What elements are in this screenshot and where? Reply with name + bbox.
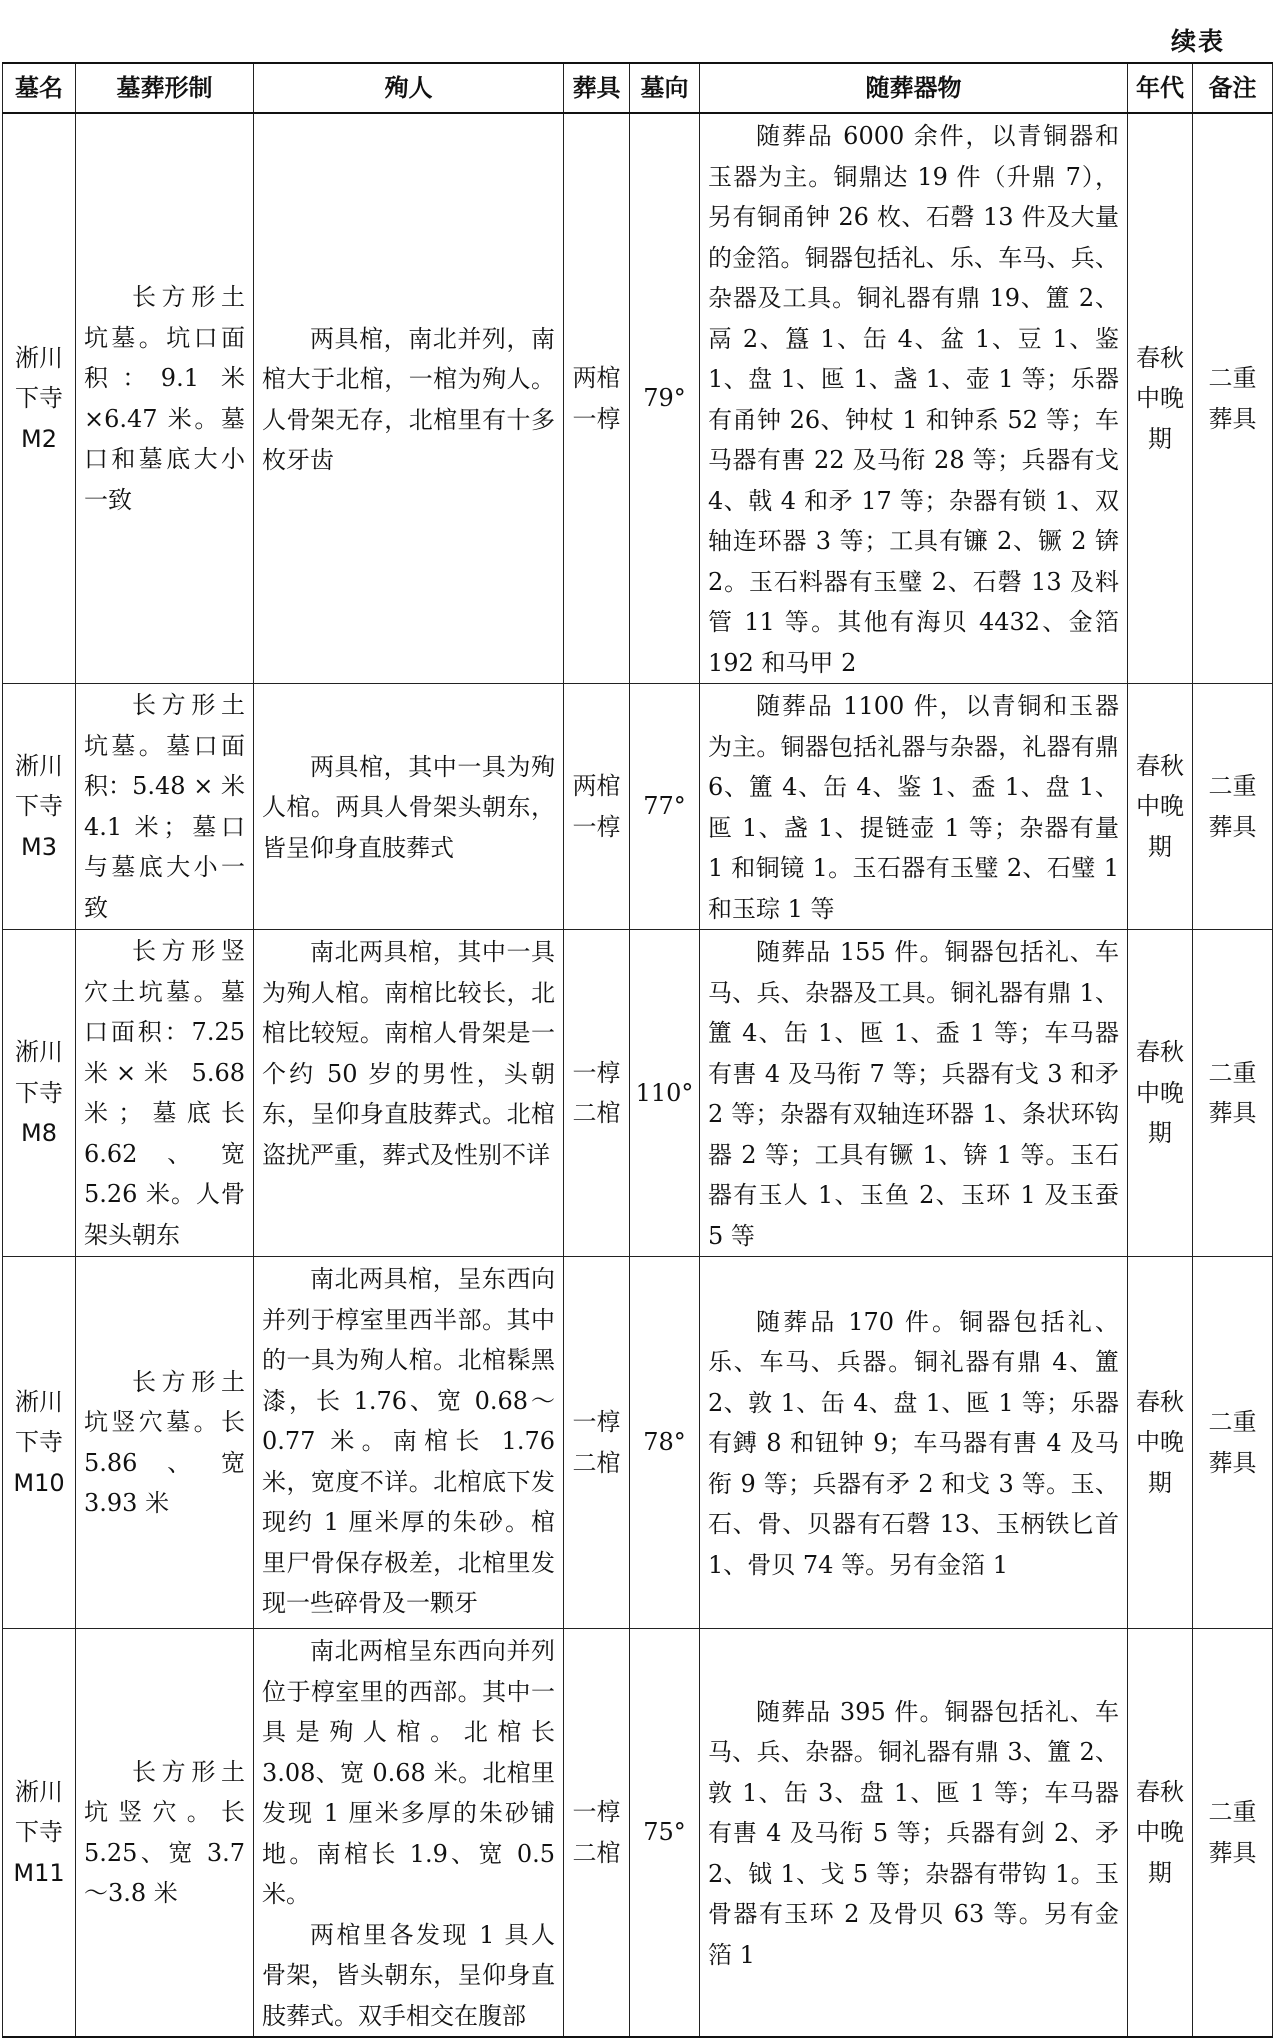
header-tomb-form: 墓葬形制 xyxy=(76,63,254,113)
grave-goods-cell: 随葬品 6000 余件，以青铜器和玉器为主。铜鼎达 19 件（升鼎 7），另有铜甬钟 26 枚、石磬 13 件及大量的金箔。铜器包括礼、乐、车马、兵、杂器及工具。铜礼器有鼎 19、簠 2、鬲 2、簋 1、缶 4、盆 1、豆 1、鉴 1、盘 1、匜 1、盏 1、壶 1 等；乐器有甬钟 26、钟杖 1 和钟系 52 等；车马器有軎 22 及马衔 28 等；兵器有戈 4、戟 4 和矛 17 等；杂器有锁 1、双轴连环器 3 等；工具有镰 2、镢 2 锛 2。玉石料器有玉璧 2、石磬 13 及料管 11 等。其他有海贝 4432、金箔 192 和马甲 2 xyxy=(700,113,1128,684)
header-tomb-direction: 墓向 xyxy=(630,63,700,113)
grave-goods-cell: 随葬品 170 件。铜器包括礼、乐、车马、兵器。铜礼器有鼎 4、簠 2、敦 1、缶 4、盘 1、匜 1 等；乐器有鎛 8 和钮钟 9；车马器有軎 4 及马衔 9 等；兵器有矛 2 和戈 3 等。玉、石、骨、贝器有石磬 13、玉柄铁匕首 1、骨贝 74 等。另有金箔 1 xyxy=(700,1257,1128,1629)
remarks-cell: 二重 葬具 xyxy=(1193,1257,1273,1629)
direction-cell: 79° xyxy=(630,113,700,684)
direction-cell: 78° xyxy=(630,1257,700,1629)
grave-goods-cell: 随葬品 395 件。铜器包括礼、车马、兵、杂器。铜礼器有鼎 3、簠 2、敦 1、缶 3、盘 1、匜 1 等；车马器有軎 4 及马衔 5 等；兵器有剑 2、矛 2、钺 1、戈 5 等；杂器有带钩 1。玉骨器有玉环 2 及骨贝 63 等。另有金箔 1 xyxy=(700,1629,1128,2038)
table-row xyxy=(3,113,1273,684)
victims-cell: 两具棺，南北并列，南棺大于北棺，一棺为殉人。人骨架无存，北棺里有十多枚牙齿 xyxy=(254,113,564,684)
tomb-name-cell: 淅川 下寺 M10 xyxy=(3,1257,76,1629)
victims-cell: 两具棺，其中一具为殉人棺。两具人骨架头朝东，皆呈仰身直肢葬式 xyxy=(254,684,564,930)
header-row xyxy=(3,63,1273,113)
direction-cell: 77° xyxy=(630,684,700,930)
tomb-form-cell: 长方形竖穴土坑墓。墓口面积：7.25 米×米 5.68 米；墓底长 6.62、宽 5.26 米。人骨架头朝东 xyxy=(76,930,254,1257)
coffin-cell: 一椁 二棺 xyxy=(564,1257,630,1629)
header-tomb-name: 墓名 xyxy=(3,63,76,113)
header-grave-goods: 随葬器物 xyxy=(700,63,1128,113)
tomb-form-cell: 长方形土坑墓。坑口面积：9.1 米×6.47 米。墓口和墓底大小一致 xyxy=(76,113,254,684)
direction-cell: 75° xyxy=(630,1629,700,2038)
grave-goods-cell: 随葬品 155 件。铜器包括礼、车马、兵、杂器及工具。铜礼器有鼎 1、簠 4、缶 1、匜 1、盉 1 等；车马器有軎 4 及马衔 7 等；兵器有戈 3 和矛 2 等；杂器有双轴连环器 1、条状环钩器 2 等；工具有镢 1、锛 1 等。玉石器有玉人 1、玉鱼 2、玉环 1 及玉蚕 5 等 xyxy=(700,930,1128,1257)
remarks-cell: 二重 葬具 xyxy=(1193,684,1273,930)
table-row xyxy=(3,930,1273,1257)
header-victims: 殉人 xyxy=(254,63,564,113)
tomb-name-cell: 淅川 下寺 M3 xyxy=(3,684,76,930)
tomb-name-cell: 淅川 下寺 M2 xyxy=(3,113,76,684)
victims-cell: 南北两棺呈东西向并列位于椁室里的西部。其中一具是殉人棺。北棺长 3.08、宽 0.68 米。北棺里发现 1 厘米多厚的朱砂铺地。南棺长 1.9、宽 0.5 米。 两棺里各发现 1 具人骨架，皆头朝东，呈仰身直肢葬式。双手相交在腹部 xyxy=(254,1629,564,2038)
period-cell: 春秋 中晚 期 xyxy=(1128,684,1193,930)
header-remarks: 备注 xyxy=(1193,63,1273,113)
tomb-name-cell: 淅川 下寺 M11 xyxy=(3,1629,76,2038)
period-cell: 春秋 中晚 期 xyxy=(1128,1257,1193,1629)
table-row xyxy=(3,1257,1273,1629)
coffin-cell: 两棺 一椁 xyxy=(564,113,630,684)
direction-cell: 110° xyxy=(630,930,700,1257)
tomb-name-cell: 淅川 下寺 M8 xyxy=(3,930,76,1257)
continued-table-label: 续表 xyxy=(1170,27,1225,56)
header-period: 年代 xyxy=(1128,63,1193,113)
victims-cell: 南北两具棺，呈东西向并列于椁室里西半部。其中的一具为殉人棺。北棺髹黑漆，长 1.76、宽 0.68～0.77 米。南棺长 1.76 米，宽度不详。北棺底下发现约 1 厘米厚的朱砂。棺里尸骨保存极差，北棺里发现一些碎骨及一颗牙 xyxy=(254,1257,564,1629)
tomb-form-cell: 长方形土坑墓。墓口面积：5.48 × 米 4.1 米；墓口与墓底大小一致 xyxy=(76,684,254,930)
header-burial-equipment: 葬具 xyxy=(564,63,630,113)
period-cell: 春秋 中晚 期 xyxy=(1128,113,1193,684)
victims-cell: 南北两具棺，其中一具为殉人棺。南棺比较长，北棺比较短。南棺人骨架是一个约 50 岁的男性，头朝东，呈仰身直肢葬式。北棺盗扰严重，葬式及性别不详 xyxy=(254,930,564,1257)
tomb-form-cell: 长方形土坑竖穴。长 5.25、宽 3.7～3.8 米 xyxy=(76,1629,254,2038)
coffin-cell: 一椁 二棺 xyxy=(564,1629,630,2038)
tomb-form-cell: 长方形土坑竖穴墓。长 5.86、宽 3.93 米 xyxy=(76,1257,254,1629)
table-row xyxy=(3,684,1273,930)
period-cell: 春秋 中晚 期 xyxy=(1128,930,1193,1257)
remarks-cell: 二重 葬具 xyxy=(1193,113,1273,684)
period-cell: 春秋 中晚 期 xyxy=(1128,1629,1193,2038)
grave-goods-cell: 随葬品 1100 件，以青铜和玉器为主。铜器包括礼器与杂器，礼器有鼎 6、簠 4、缶 4、鉴 1、盉 1、盘 1、匜 1、盏 1、提链壶 1 等；杂器有量 1 和铜镜 1。玉石器有玉璧 2、石璧 1 和玉琮 1 等 xyxy=(700,684,1128,930)
tomb-table xyxy=(2,62,1273,2038)
coffin-cell: 两棺 一椁 xyxy=(564,684,630,930)
coffin-cell: 一椁 二棺 xyxy=(564,930,630,1257)
table-row xyxy=(3,1629,1273,2038)
remarks-cell: 二重 葬具 xyxy=(1193,1629,1273,2038)
remarks-cell: 二重 葬具 xyxy=(1193,930,1273,1257)
